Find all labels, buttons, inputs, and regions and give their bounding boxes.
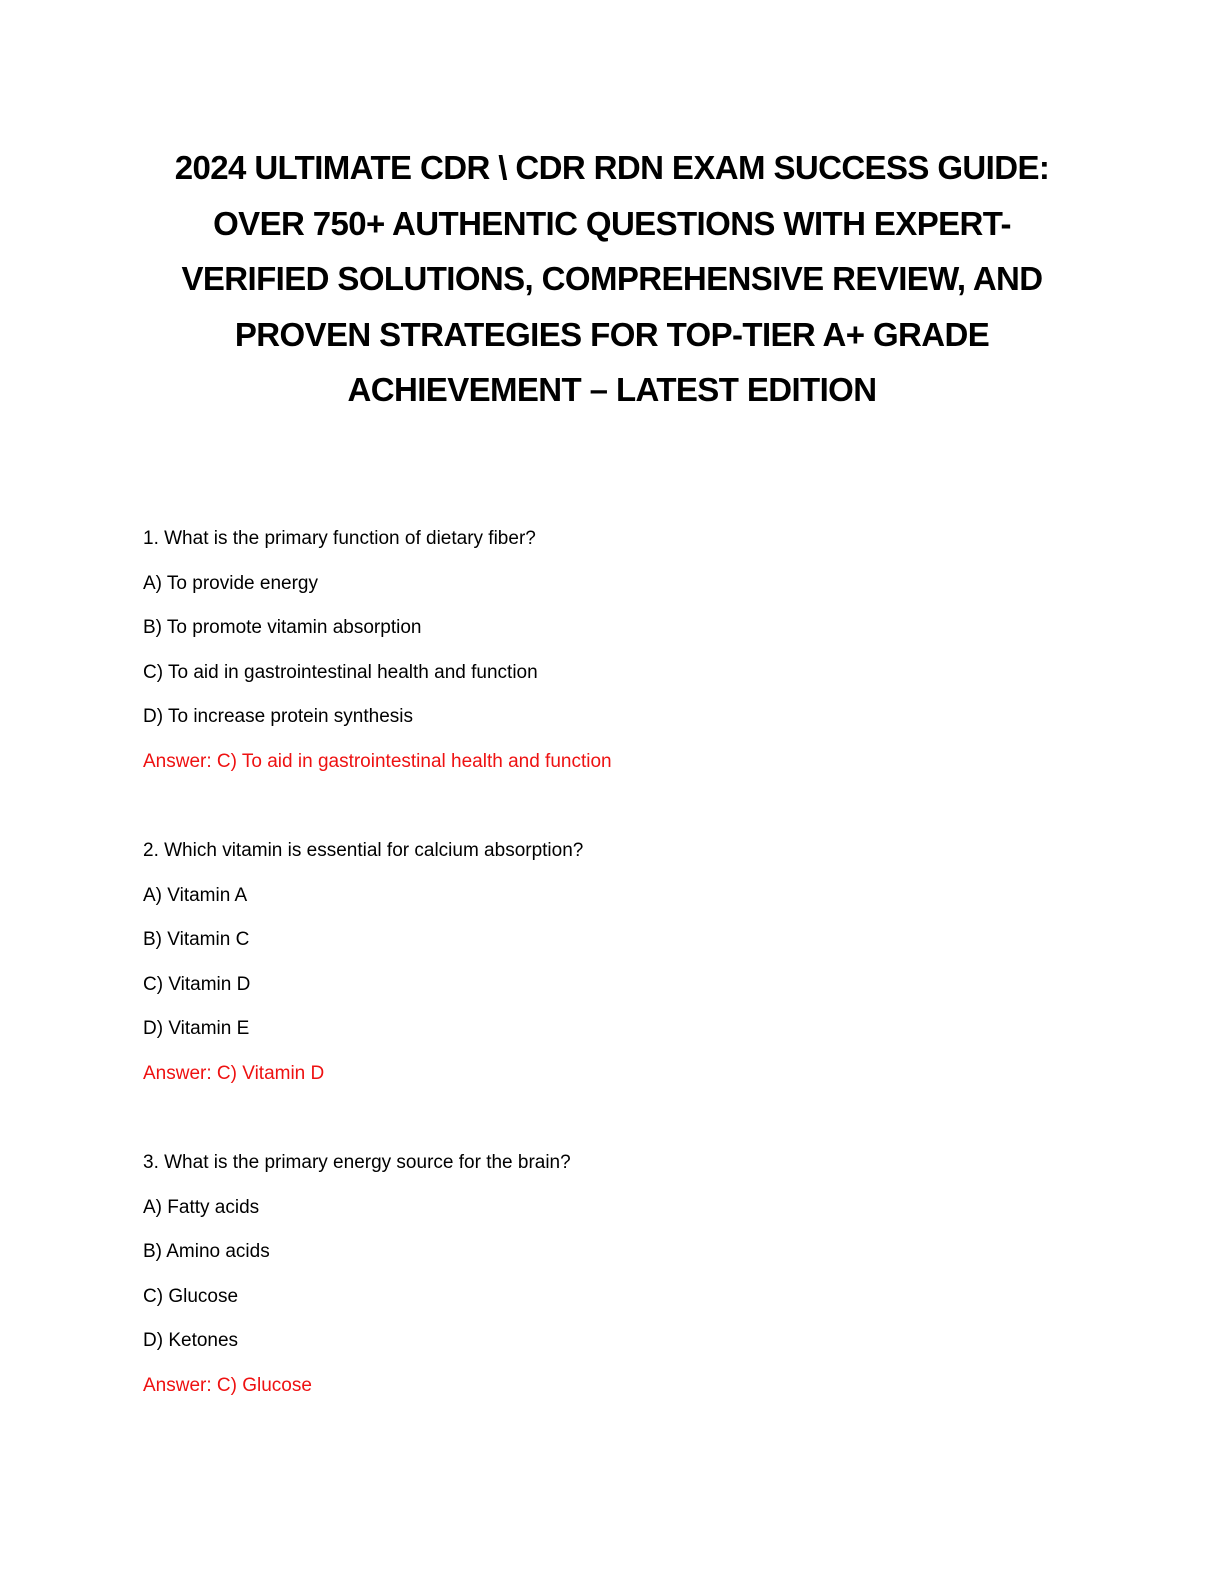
option-a: A) Fatty acids [143,1196,260,1218]
option-d: D) Vitamin E [143,1018,250,1040]
title-line: OVER 750+ AUTHENTIC QUESTIONS WITH EXPERT- [213,204,1011,242]
question-text: 2. Which vitamin is essential for calcium absorption? [143,840,584,861]
question-block-1 [143,528,1043,796]
document-title [140,140,1084,418]
title-line: ACHIEVEMENT – LATEST EDITION [347,371,877,408]
question-block-2 [143,840,1043,1108]
option-b: B) To promote vitamin absorption [143,617,422,639]
title-line: 2024 ULTIMATE CDR \ CDR RDN EXAM SUCCESS GUIDE: [174,149,1050,186]
option-d: D) Ketones [143,1330,239,1352]
option-a: A) To provide energy [143,572,318,594]
answer-text: Answer: C) Glucose [143,1374,312,1396]
question-text: 3. What is the primary energy source for the brain? [143,1152,571,1173]
answer-text: Answer: C) To aid in gastrointestinal health and function [143,750,612,772]
question-block-3 [143,1152,1043,1420]
option-c: C) Glucose [143,1285,239,1307]
option-d: D) To increase protein synthesis [143,706,413,728]
option-c: C) Vitamin D [143,973,251,995]
answer-text: Answer: C) Vitamin D [143,1062,325,1084]
question-text: 1. What is the primary function of dietary fiber? [143,528,536,549]
title-line: PROVEN STRATEGIES FOR TOP-TIER A+ GRADE [234,315,990,353]
title-line: VERIFIED SOLUTIONS, COMPREHENSIVE REVIEW, AND [181,260,1043,297]
option-b: B) Vitamin C [143,929,250,951]
option-a: A) Vitamin A [143,884,248,906]
option-c: C) To aid in gastrointestinal health and function [143,661,538,683]
option-b: B) Amino acids [143,1241,270,1263]
